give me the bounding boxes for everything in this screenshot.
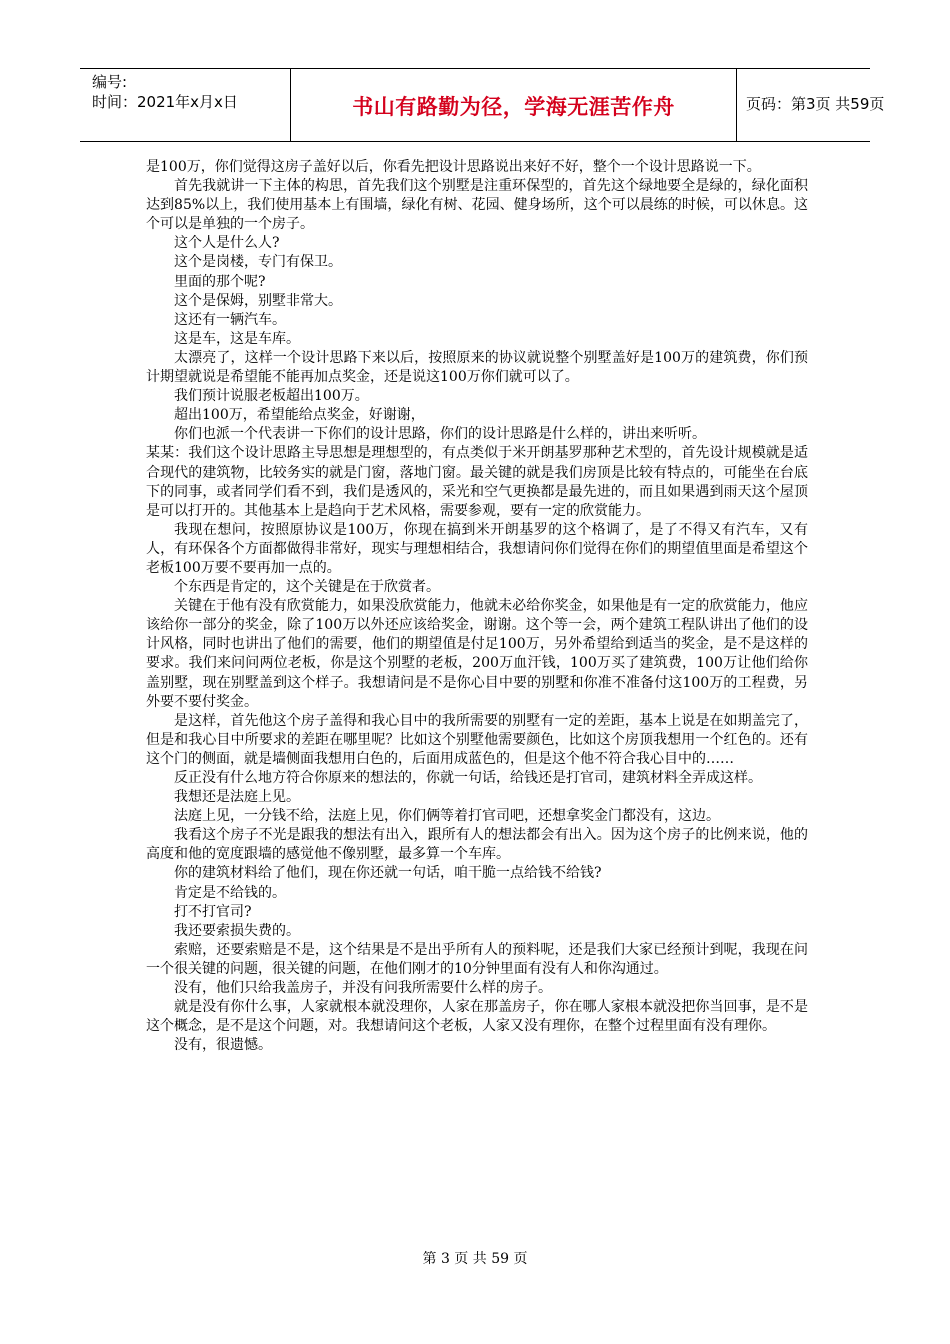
paragraph: 首先我就讲一下主体的构思，首先我们这个别墅是注重环保型的，首先这个绿地要全是绿的，绿化面积达到85%以上，我们使用基本上有围墙，绿化有树、花园、健身场所，这个可以晨练的时候，可以休息。这个可以是单独的一个房子。	[146, 178, 808, 233]
paragraph: 是100万，你们觉得这房子盖好以后，你看先把设计思路说出来好不好，整个一个设计思路说一下。	[146, 159, 761, 175]
paragraph: 你们也派一个代表讲一下你们的设计思路，你们的设计思路是什么样的，讲出来听听。	[174, 426, 706, 443]
paragraph: 反正没有什么地方符合你原来的想法的，你就一句话，给钱还是打官司，建筑材料全弄成这样。	[174, 770, 762, 786]
paragraph: 太漂亮了，这样一个设计思路下来以后，按照原来的协议就说整个别墅盖好是100万的建筑费，你们预计期望就说是希望能不能再加点奖金，还是说这100万你们就可以了。	[146, 349, 808, 386]
paragraph: 我想还是法庭上见。	[174, 789, 300, 806]
paragraph: 打不打官司?	[174, 903, 252, 920]
header-page-cell	[736, 69, 885, 141]
paragraph: 这个是岗楼，专门有保卫。	[174, 254, 342, 271]
document-body	[146, 158, 808, 1055]
paragraph: 我们预计说服老板超出100万。	[174, 388, 369, 405]
paragraph: 这个人是什么人?	[174, 235, 280, 252]
paragraph: 我现在想问，按照原协议是100万，你现在搞到米开朗基罗的这个格调了，是了不得又有汽车，又有人，有环保各个方面都做得非常好，现实与理想相结合，我想请问你们觉得在你们的期望值里面是希望这个老板100万要不要再加一点的。	[146, 521, 808, 576]
paragraph: 就是没有你什么事，人家就根本就没理你，人家在那盖房子，你在哪人家根本就没把你当回事，是不是这个概念，是不是这个问题，对。我想请问这个老板，人家又没有理你，在整个过程里面有没有理你。	[146, 999, 808, 1035]
page-footer: 第 3 页 共 59 页	[422, 1251, 528, 1267]
paragraph: 这还有一辆汽车。	[174, 311, 286, 328]
paragraph: 这个是保姆，别墅非常大。	[174, 292, 342, 309]
paragraph: 索赔，还要索赔是不是，这个结果是不是出乎所有人的预料呢，还是我们大家已经预计到呢，我现在问一个很关键的问题，很关键的问题，在他们刚才的10分钟里面有没有人和你沟通过。	[146, 941, 808, 977]
paragraph: 关键在于他有没有欣赏能力，如果没欣赏能力，他就未必给你奖金，如果他是有一定的欣赏能力，他应该给你一部分的奖金，除了100万以外还应该给奖金，谢谢。这个等一会，两个建筑工程队讲出了他们的设计风格，同时也讲出了他们的需要，他们的期望值是付足100万，另外希望给到适当的奖金，是不是这样的要求。我们来问问两位老板，你是这个别墅的老板，200万血汗钱，100万买了建筑费，100万让他们给你盖别墅，现在别墅盖到这个样子。我想请问是不是你心目中要的别墅和你准不准备付这100万的工程费，另外要不要付奖金。	[146, 598, 808, 710]
paragraph: 里面的那个呢?	[174, 273, 266, 290]
document-date-label: 时间：2021年x月x日	[92, 93, 238, 111]
paragraph: 我看这个房子不光是跟我的想法有出入，跟所有人的想法都会有出入。因为这个房子的比例来说，他的高度和他的宽度跟墙的感觉他不像别墅，最多算一个车库。	[146, 827, 808, 863]
paragraph: 肯定是不给钱的。	[174, 884, 286, 901]
paragraph: 我还要索损失费的。	[174, 922, 300, 939]
page-header	[80, 68, 885, 142]
header-page-info: 页码：第3页 共59页	[746, 95, 885, 113]
paragraph: 这是车，这是车库。	[174, 330, 300, 347]
paragraph: 没有，他们只给我盖房子，并没有问我所需要什么样的房子。	[174, 980, 552, 997]
paragraph: 个东西是肯定的，这个关键是在于欣赏者。	[174, 579, 440, 596]
document-number-label: 编号:	[92, 73, 128, 91]
paragraph: 你的建筑材料给了他们，现在你还就一句话，咱干脆一点给钱不给钱?	[174, 865, 602, 882]
header-motto: 书山有路勤为径，学海无涯苦作舟	[352, 95, 675, 119]
header-meta-cell	[80, 69, 290, 141]
paragraph: 超出100万，希望能给点奖金，好谢谢，	[174, 407, 425, 424]
paragraph: 法庭上见，一分钱不给，法庭上见，你们俩等着打官司吧，还想拿奖金门都没有，这边。	[174, 808, 720, 825]
header-motto-cell	[290, 69, 737, 141]
paragraph: 没有，很遗憾。	[174, 1037, 272, 1054]
paragraph: 某某：我们这个设计思路主导思想是理想型的，有点类似于米开朗基罗那种艺术型的，首先设计规模就是适合现代的建筑物，比较务实的就是门窗，落地门窗。最关键的就是我们房顶是比较有特点的，可能坐在台底下的同事，或者同学们看不到，我们是透风的，采光和空气更换都是最先进的，而且如果遇到雨天这个屋顶是可以打开的。其他基本上是趋向于艺术风格，需要参观，要有一定的欣赏能力。	[146, 445, 808, 519]
paragraph: 是这样，首先他这个房子盖得和我心目中的我所需要的别墅有一定的差距，基本上说是在如期盖完了，但是和我心目中所要求的差距在哪里呢？比如这个别墅他需要颜色，比如这个房顶我想用一个红色的。还有这个门的侧面，就是墙侧面我想用白色的，后面用成蓝色的，但是这个他不符合我心目中的……	[146, 712, 808, 767]
